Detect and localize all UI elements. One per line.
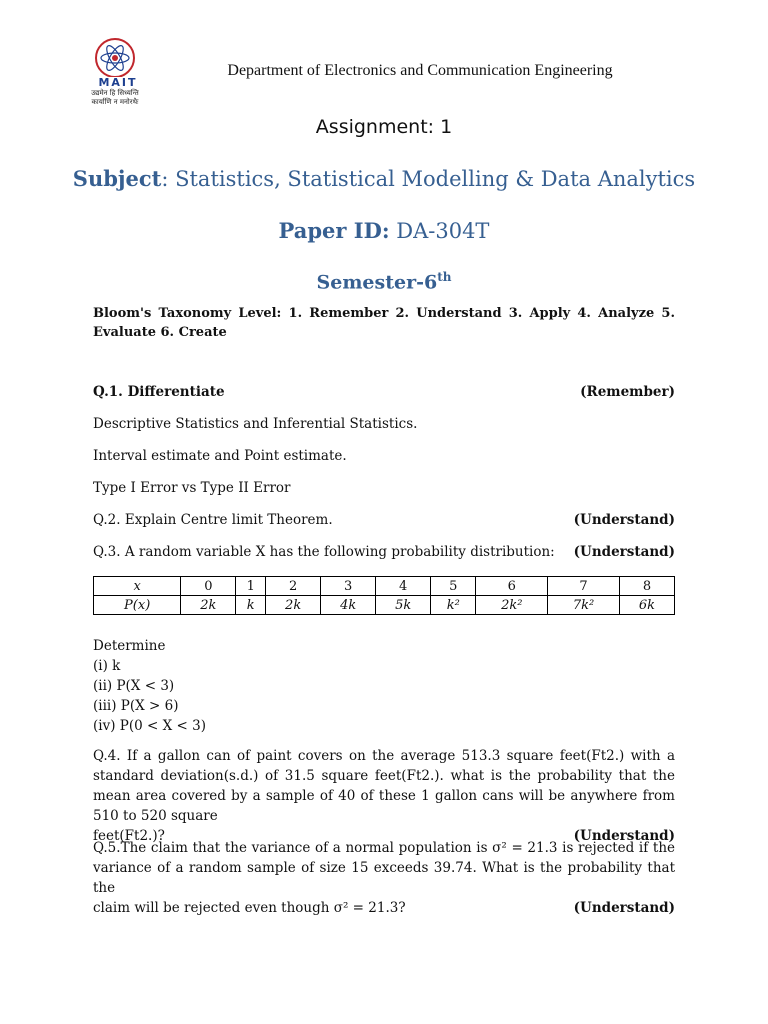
table-cell: P(x) (94, 596, 181, 615)
question-5-level: (Understand) (573, 900, 675, 916)
question-5-last: claim will be rejected even though σ² = 21.3? (93, 900, 406, 916)
question-3-part: (ii) P(X < 3) (93, 678, 175, 694)
table-cell: 1 (236, 577, 266, 596)
question-1-level: (Remember) (580, 384, 675, 400)
semester-label: Semester-6 (316, 271, 438, 294)
assignment-title: Assignment: 1 (315, 116, 453, 138)
question-5-last-line (93, 898, 675, 918)
paper-id-label: Paper ID: (278, 218, 390, 243)
semester-sup: th (437, 270, 452, 284)
blooms-taxonomy: Bloom's Taxonomy Level: 1. Remember 2. Understand 3. Apply 4. Analyze 5. Evaluate 6. Create (93, 306, 675, 340)
question-3-part: (iii) P(X > 6) (93, 698, 179, 714)
question-2-text: Q.2. Explain Centre limit Theorem. (93, 512, 333, 528)
table-cell: k² (431, 596, 476, 615)
logo-mait-text: MAIT (98, 76, 138, 89)
subject-value: : Statistics, Statistical Modelling & Data Analytics (161, 167, 696, 191)
question-3 (93, 544, 675, 560)
question-3-text: Q.3. A random variable X has the following probability distribution: (93, 544, 555, 560)
question-3-level: (Understand) (573, 544, 675, 560)
table-cell: k (236, 596, 266, 615)
logo-motto-line-1: उद्यमेन हि सिध्यन्ति (91, 89, 139, 97)
department-name: Department of Electronics and Communication Engineering (227, 62, 613, 79)
table-cell: 0 (181, 577, 236, 596)
question-4-level: (Understand) (573, 828, 675, 844)
table-cell: 4k (321, 596, 376, 615)
college-logo (80, 36, 150, 110)
paper-id-value: DA-304T (389, 219, 490, 243)
table-cell: 2 (266, 577, 321, 596)
table-cell: 7k² (548, 596, 620, 615)
question-1-item: Interval estimate and Point estimate. (93, 448, 347, 464)
determine-label: Determine (93, 638, 166, 654)
question-2 (93, 512, 675, 528)
question-3-part: (iv) P(0 < X < 3) (93, 718, 206, 734)
question-3-parts (93, 636, 206, 736)
semester-line (0, 270, 768, 293)
table-cell: 5 (431, 577, 476, 596)
question-2-level: (Understand) (573, 512, 675, 528)
table-cell: 6 (476, 577, 548, 596)
table-cell: 6k (619, 596, 674, 615)
question-1-title: Q.1. Differentiate (93, 384, 225, 400)
table-cell: 7 (548, 577, 620, 596)
subject-label: Subject (72, 166, 162, 191)
probability-distribution-table (93, 576, 675, 615)
question-1-header (93, 384, 675, 400)
question-4-last: feet(Ft2.)? (93, 828, 165, 844)
table-cell: 8 (619, 577, 674, 596)
question-4 (93, 746, 675, 846)
table-cell: x (94, 577, 181, 596)
table-cell: 2k (181, 596, 236, 615)
question-5 (93, 838, 675, 918)
logo-motto-line-2: कार्याणि न मनोरथैः (91, 98, 139, 106)
question-3-part: (i) k (93, 658, 121, 674)
table-cell: 3 (321, 577, 376, 596)
table-cell: 2k (266, 596, 321, 615)
subject-line (0, 166, 768, 191)
table-row (94, 577, 675, 596)
table-cell: 2k² (476, 596, 548, 615)
question-5-text: Q.5.The claim that the variance of a normal population is σ² = 21.3 is rejected if the variance of a random sample of size 15 exceeds 39.74. What is the probability that the (93, 840, 675, 896)
paper-id-line (0, 218, 768, 243)
question-1-item: Type I Error vs Type II Error (93, 480, 291, 496)
table-row (94, 596, 675, 615)
question-4-text: Q.4. If a gallon can of paint covers on the average 513.3 square feet(Ft2.) with a standard deviation(s.d.) of 31.5 square feet(Ft2.). what is the probability that the mean area covered by a sample of 40 of these 1 gallon cans will be anywhere from 510 to 520 square (93, 748, 675, 824)
table-cell: 5k (376, 596, 431, 615)
question-1-item: Descriptive Statistics and Inferential Statistics. (93, 416, 418, 432)
table-cell: 4 (376, 577, 431, 596)
